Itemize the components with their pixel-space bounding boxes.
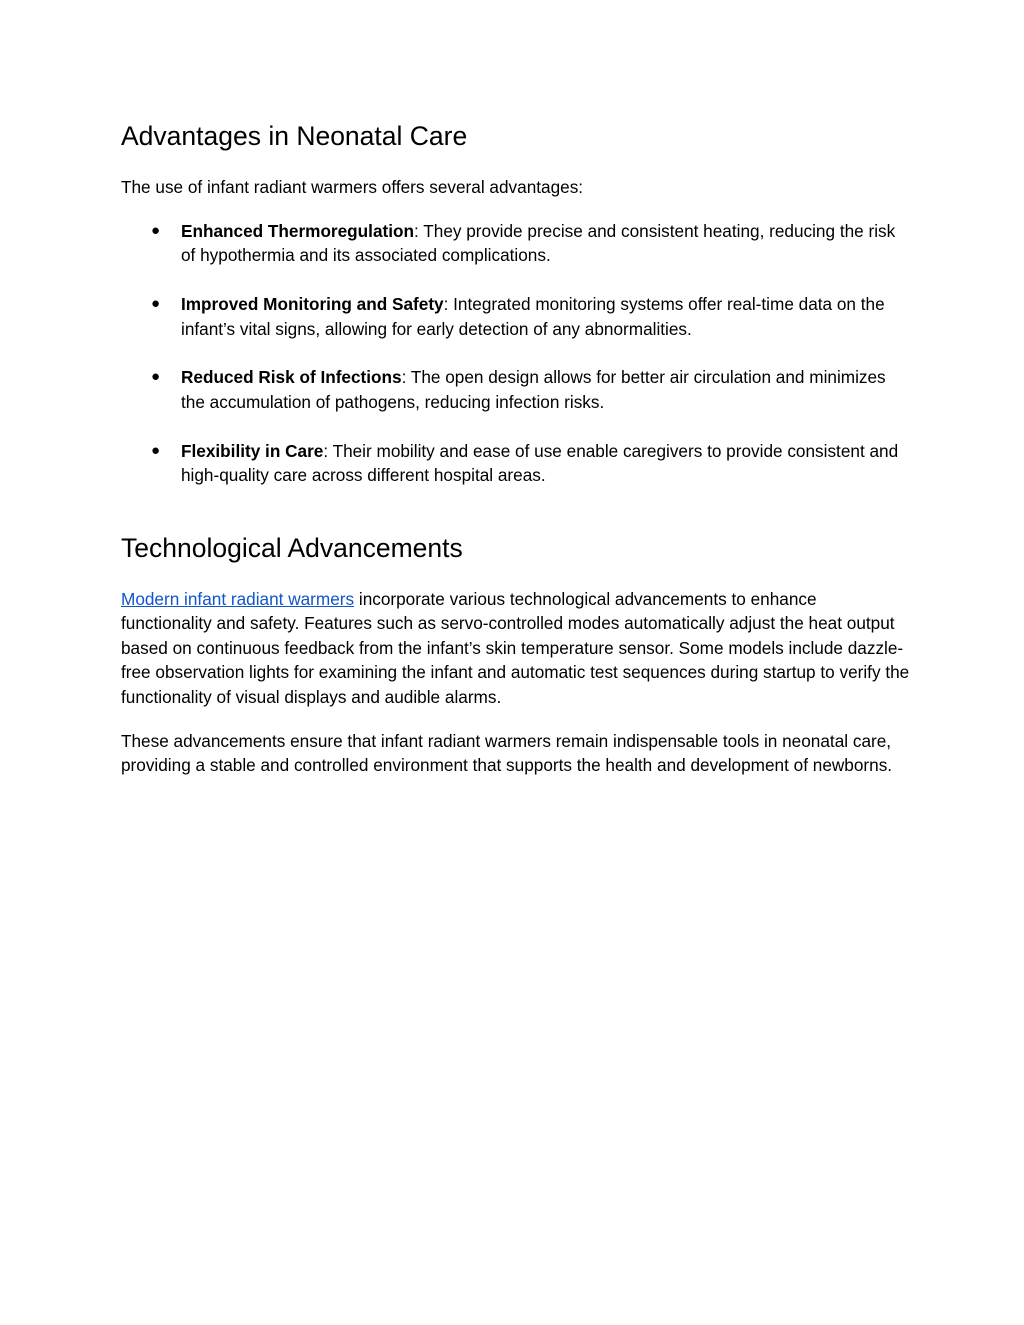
list-item-text: : Integrated monitoring systems offer real-time data on the infant’s vital signs, allowing for early detection of any abnormalities.: [181, 294, 885, 339]
list-item: [121, 292, 911, 341]
bullet-icon: ●: [151, 368, 161, 386]
modern-warmers-link[interactable]: Modern infant radiant warmers: [121, 589, 355, 609]
list-item-text: : Their mobility and ease of use enable caregivers to provide consistent and high-quality care across different hospital areas.: [181, 440, 899, 486]
list-item-text: : The open design allows for better air circulation and minimizes the accumulation of pathogens, reducing infection risks.: [181, 367, 886, 412]
tech-paragraph-1: [121, 587, 911, 709]
intro-paragraph: The use of infant radiant warmers offers several advantages:: [121, 177, 584, 197]
list-item-title: Improved Monitoring and Safety: [181, 294, 444, 315]
tech-paragraph-2: These advancements ensure that infant radiant warmers remain indispensable tools in neonatal care, providing a stable and controlled environment that supports the health and development of newborns.: [121, 731, 893, 776]
bullet-icon: ●: [151, 295, 161, 313]
list-item: [121, 365, 911, 414]
list-item: [121, 439, 911, 488]
heading-technological-advancements: Technological Advancements: [121, 533, 463, 563]
bullet-icon: ●: [151, 441, 161, 459]
list-item-text: : They provide precise and consistent heating, reducing the risk of hypothermia and its associated complications.: [181, 221, 896, 266]
heading-advantages: Advantages in Neonatal Care: [121, 121, 468, 151]
list-item: [121, 219, 911, 268]
bullet-icon: ●: [151, 222, 161, 239]
tech-paragraph-1-text: incorporate various technological advancements to enhance functionality and safety. Features such as servo-controlled modes automatically adjust the heat output based on continuous feedback from the infant’s skin temperature sensor. Some models include dazzle-free observation lights for examining the infant and automatic test sequences during startup to verify the functionality of visual displays and audible alarms.: [121, 589, 910, 707]
list-item-title: Enhanced Thermoregulation: [181, 221, 415, 241]
list-item-title: Reduced Risk of Infections: [181, 367, 402, 388]
list-item-title: Flexibility in Care: [181, 440, 324, 461]
advantages-list: [121, 219, 911, 512]
